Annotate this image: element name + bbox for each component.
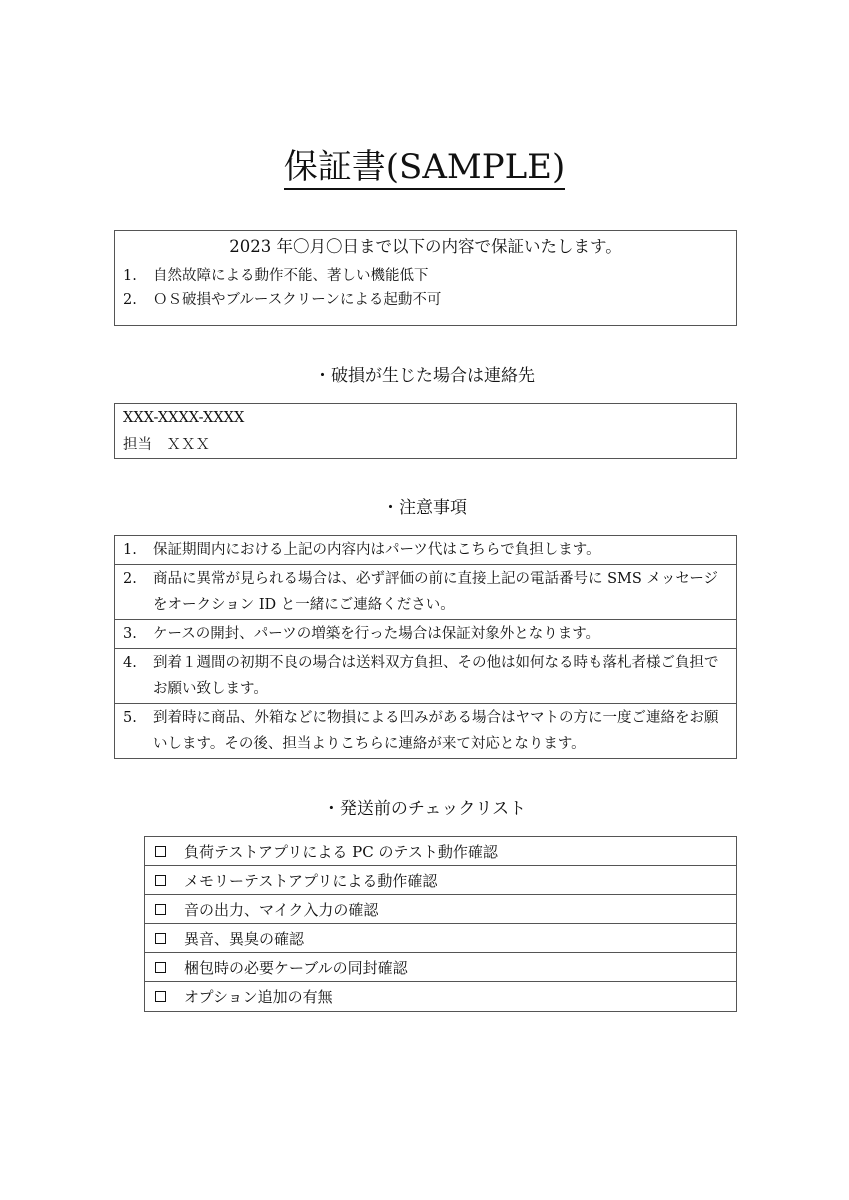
table-row: [115, 649, 736, 704]
item-number: 2.: [123, 292, 137, 308]
checklist-item: [145, 982, 736, 1011]
table-row: [115, 620, 736, 649]
notes-box: [114, 535, 737, 759]
contact-person: 担当 ＸＸＸ: [123, 437, 210, 453]
checklist-item-label: メモリーテストアプリによる動作確認: [184, 871, 438, 890]
checklist-item-label: オプション追加の有無: [184, 988, 333, 1006]
table-row: [115, 565, 736, 620]
item-text: 保証期間内における上記の内容内はパーツ代はこちらで負担します。: [153, 542, 601, 558]
checkbox-icon[interactable]: [155, 962, 166, 973]
contact-phone: XXX-XXXX-XXXX: [123, 410, 245, 426]
document-title-text: 保証書(SAMPLE): [284, 147, 565, 190]
item-number: 3.: [123, 626, 137, 642]
item-number: 1.: [123, 542, 137, 558]
checklist-item-label: 異音、異臭の確認: [184, 929, 305, 948]
checklist-item: [145, 895, 736, 924]
checklist-item: [145, 837, 736, 866]
checkbox-icon[interactable]: [155, 846, 166, 857]
item-text: 商品に異常が見られる場合は、必ず評価の前に直接上記の電話番号に SMS メッセージをオークション ID と一緒にご連絡ください。: [153, 571, 719, 613]
list-item: [115, 264, 736, 288]
warranty-lead: 2023 年〇月〇日まで以下の内容で保証いたします。: [229, 237, 622, 256]
warranty-box: [114, 230, 737, 326]
checkbox-icon[interactable]: [155, 933, 166, 944]
checklist-item: [145, 953, 736, 982]
table-row: [115, 536, 736, 565]
checkbox-icon[interactable]: [155, 875, 166, 886]
item-text: 到着時に商品、外箱などに物損による凹みがある場合はヤマトの方に一度ご連絡をお願いします。その後、担当よりこちらに連絡が来て対応となります。: [153, 710, 719, 752]
notes-heading: ・注意事項: [382, 498, 467, 518]
document-title: [0, 143, 849, 191]
contact-box: [114, 403, 737, 459]
item-number: 5.: [123, 710, 137, 726]
checklist-box: [144, 836, 737, 1012]
contact-heading: ・破損が生じた場合は連絡先: [314, 366, 535, 386]
checklist-heading: ・発送前のチェックリスト: [322, 799, 527, 819]
checklist-item-label: 音の出力、マイク入力の確認: [184, 900, 379, 919]
item-text: ケースの開封、パーツの増築を行った場合は保証対象外となります。: [153, 626, 601, 642]
checkbox-icon[interactable]: [155, 991, 166, 1002]
item-text: 自然故障による動作不能、著しい機能低下: [153, 268, 429, 284]
item-text: ＯＳ破損やブルースクリーンによる起動不可: [153, 292, 442, 308]
checkbox-icon[interactable]: [155, 904, 166, 915]
checklist-item-label: 負荷テストアプリによる PC のテスト動作確認: [184, 842, 498, 861]
item-number: 1.: [123, 268, 137, 284]
checklist-item: [145, 866, 736, 895]
item-number: 4.: [123, 655, 137, 671]
item-number: 2.: [123, 571, 137, 587]
item-text: 到着１週間の初期不良の場合は送料双方負担、その他は如何なる時も落札者様ご負担でお願い致します。: [153, 655, 719, 697]
checklist-item: [145, 924, 736, 953]
list-item: [115, 288, 736, 312]
table-row: [115, 704, 736, 758]
warranty-list: [115, 264, 736, 312]
checklist-item-label: 梱包時の必要ケーブルの同封確認: [184, 958, 408, 977]
